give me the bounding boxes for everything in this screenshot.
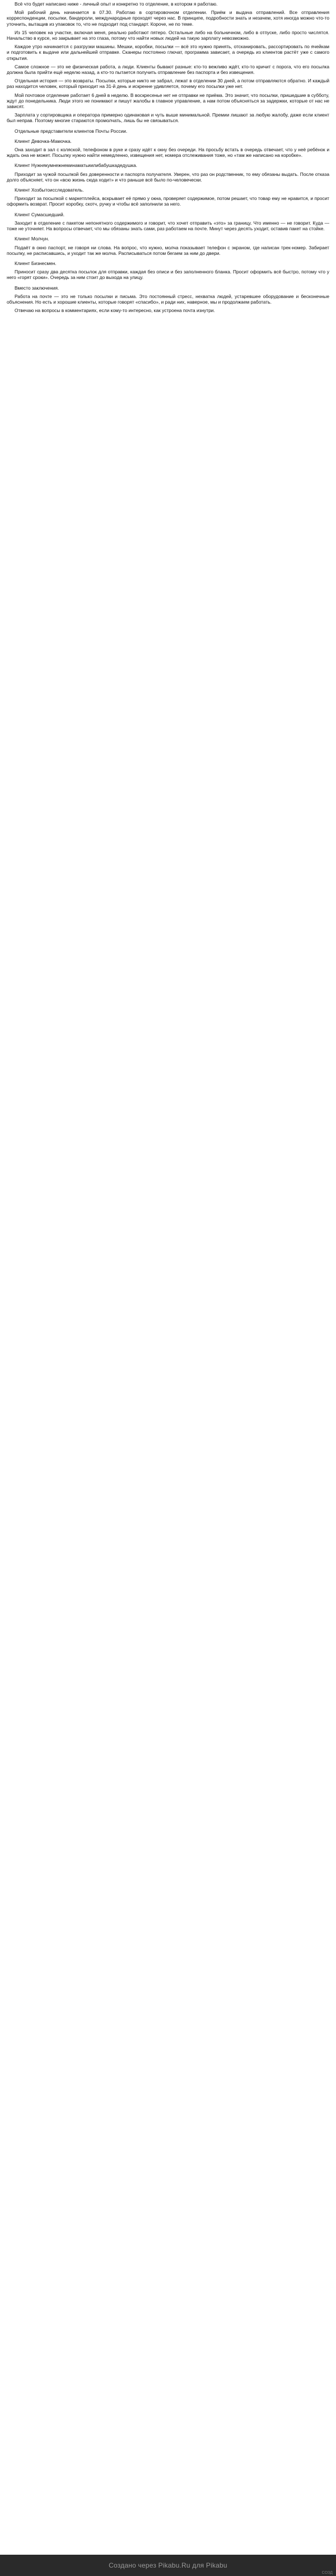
article-paragraph: Зарплата у сортировщика и оператора примерно одинаковая и чуть выше минимальной. Премии лишают за любую жалобу, даже если клиент был неправ. Поэтому многие стараются промолчать, лишь бы не связываться.: [7, 112, 329, 124]
corner-watermark: СОЗД: [321, 2571, 333, 2575]
article-paragraph: Приносит сразу два десятка посылок для отправки, каждая без описи и без заполненного бланка. Просит оформить всё быстро, потому что у него «горят сроки». Очередь за ним стоит до выхода на улицу.: [7, 269, 329, 281]
article-paragraph: Работа на почте — это не только посылки и письма. Это постоянный стресс, нехватка людей, устаревшее оборудование и бесконечные объяснения. Но есть и хорошие клиенты, которые говорят «спасибо», и ради них, наверное, мы и продолжаем работать.: [7, 293, 329, 305]
article-paragraph: Подаёт в окно паспорт, не говоря ни слова. На вопрос, что нужно, молча показывает телефон с экраном, где написан трек-номер. Забирает посылку, не расписавшись, и уходит так же молча. Расписываться потом бегаем за ним до двери.: [7, 244, 329, 256]
section-title-conclusion: Вместо заключения.: [15, 285, 59, 291]
article-paragraph: Заходит в отделение с пакетом непонятного содержимого и говорит, что хочет отправить «это» за границу. Что именно — не говорит. Куда — тоже не уточняет. На вопросы отвечает, что мы обязаны знать сами, раз работаем на почте. Минут через десять уходит, оставив пакет на стойке.: [7, 220, 329, 232]
article-paragraph: Приходит за посылкой с маркетплейса, вскрывает её прямо у окна, проверяет содержимое, потом решает, что товар ему не нравится, и просит оформить возврат. Просит коробку, скотч, ручку и чтобы всё заполнили за него.: [7, 196, 329, 207]
section-title-client-4: Клиент Сумасшедший.: [15, 211, 65, 217]
article-paragraph: Самое сложное — это не физическая работа, а люди. Клиенты бывают разные: кто-то вежливо ждёт, кто-то кричит с порога, что его посылка должна была прийти ещё неделю назад, а кто-то пытается получить отправление без паспорта и без извещения.: [7, 63, 329, 76]
section-title-client-2: Клиент Нужнякумнежнеминаматьиилибабушкадедушка.: [15, 162, 138, 169]
article-paragraph: Мой рабочий день начинается в 07.30. Работаю в сортировочном отделении. Приём и выдача отправлений. Все отправления корреспонденции, посылки, бандероли, международные проходят через нас. В принципе, подробности знать и незачем, хотя иногда можно что-то уточнить, вытащив из упаковок то, что не подходит под стандарт. Короче, не по теме.: [7, 10, 329, 27]
article-paragraph: Из 15 человек на участке, включая меня, реально работают пятеро. Остальные либо на больничном, либо в отпуске, либо просто числятся. Начальство в курсе, но закрывает на это глаза, потому что найти новых людей на такую зарплату невозможно.: [7, 29, 329, 41]
article-paragraph: Приходит за чужой посылкой без доверенности и паспорта получателя. Уверен, что раз он родственник, то ему обязаны выдать. После отказа долго объясняет, что он «всю жизнь сюда ходит» и что раньше всё было по-человечески.: [7, 171, 329, 183]
intro-paragraph: Всё что будет написано ниже - личный опыт и конкретно то отделение, в котором я работаю.: [15, 1, 218, 7]
article-paragraph: Она заходит в зал с коляской, телефоном в руке и сразу идёт к окну без очереди. На просьбу встать в очередь отвечает, что у неё ребёнок и ждать она не может. Посылку нужно найти немедленно, извещения нет, номера отслеживания тоже, но «там же написано на коробке».: [7, 147, 329, 159]
section-title-client-6: Клиент Бизнесмен.: [15, 260, 57, 266]
section-title-client-1: Клиент Девочка-Мамочка.: [15, 138, 72, 144]
section-title-clients: Отдельные представители клиентов Почты России.: [15, 128, 128, 134]
section-title-client-5: Клиент Молчун.: [15, 236, 49, 242]
section-title-client-3: Клиент Хозбытоисследователь.: [15, 187, 84, 193]
footer-bar: [0, 2555, 336, 2576]
closing-paragraph: Отвечаю на вопросы в комментариях, если кому-то интересно, как устроена почта изнутри.: [15, 308, 215, 314]
footer-credit-text: Создано через Pikabu.Ru для Pikabu: [109, 2561, 227, 2569]
article-paragraph: Каждое утро начинается с разгрузки машины. Мешки, коробки, посылки — всё это нужно принять, отсканировать, рассортировать по ячейкам и подготовить к выдаче или дальнейшей отправке. Сканеры постоянно глючат, программа зависает, а очередь из клиентов растёт уже с самого открытия.: [7, 44, 329, 61]
article-paragraph: Мой почтовое отделение работает 6 дней в неделю. В воскресенье нет не отправки не приёма. Это значит, что посылки, пришедшие в субботу, ждут до понедельника. Люди этого не понимают и пишут жалобы в главное управление, а нам потом объясняться за задержки, которые от нас не зависят.: [7, 92, 329, 110]
article-paragraph: Отдельная история — это возвраты. Посылки, которые никто не забрал, лежат в отделении 30 дней, а потом отправляются обратно. И каждый раз находится человек, который приходит на 31-й день и искренне удивляется, почему его посылки уже нет.: [7, 78, 329, 90]
